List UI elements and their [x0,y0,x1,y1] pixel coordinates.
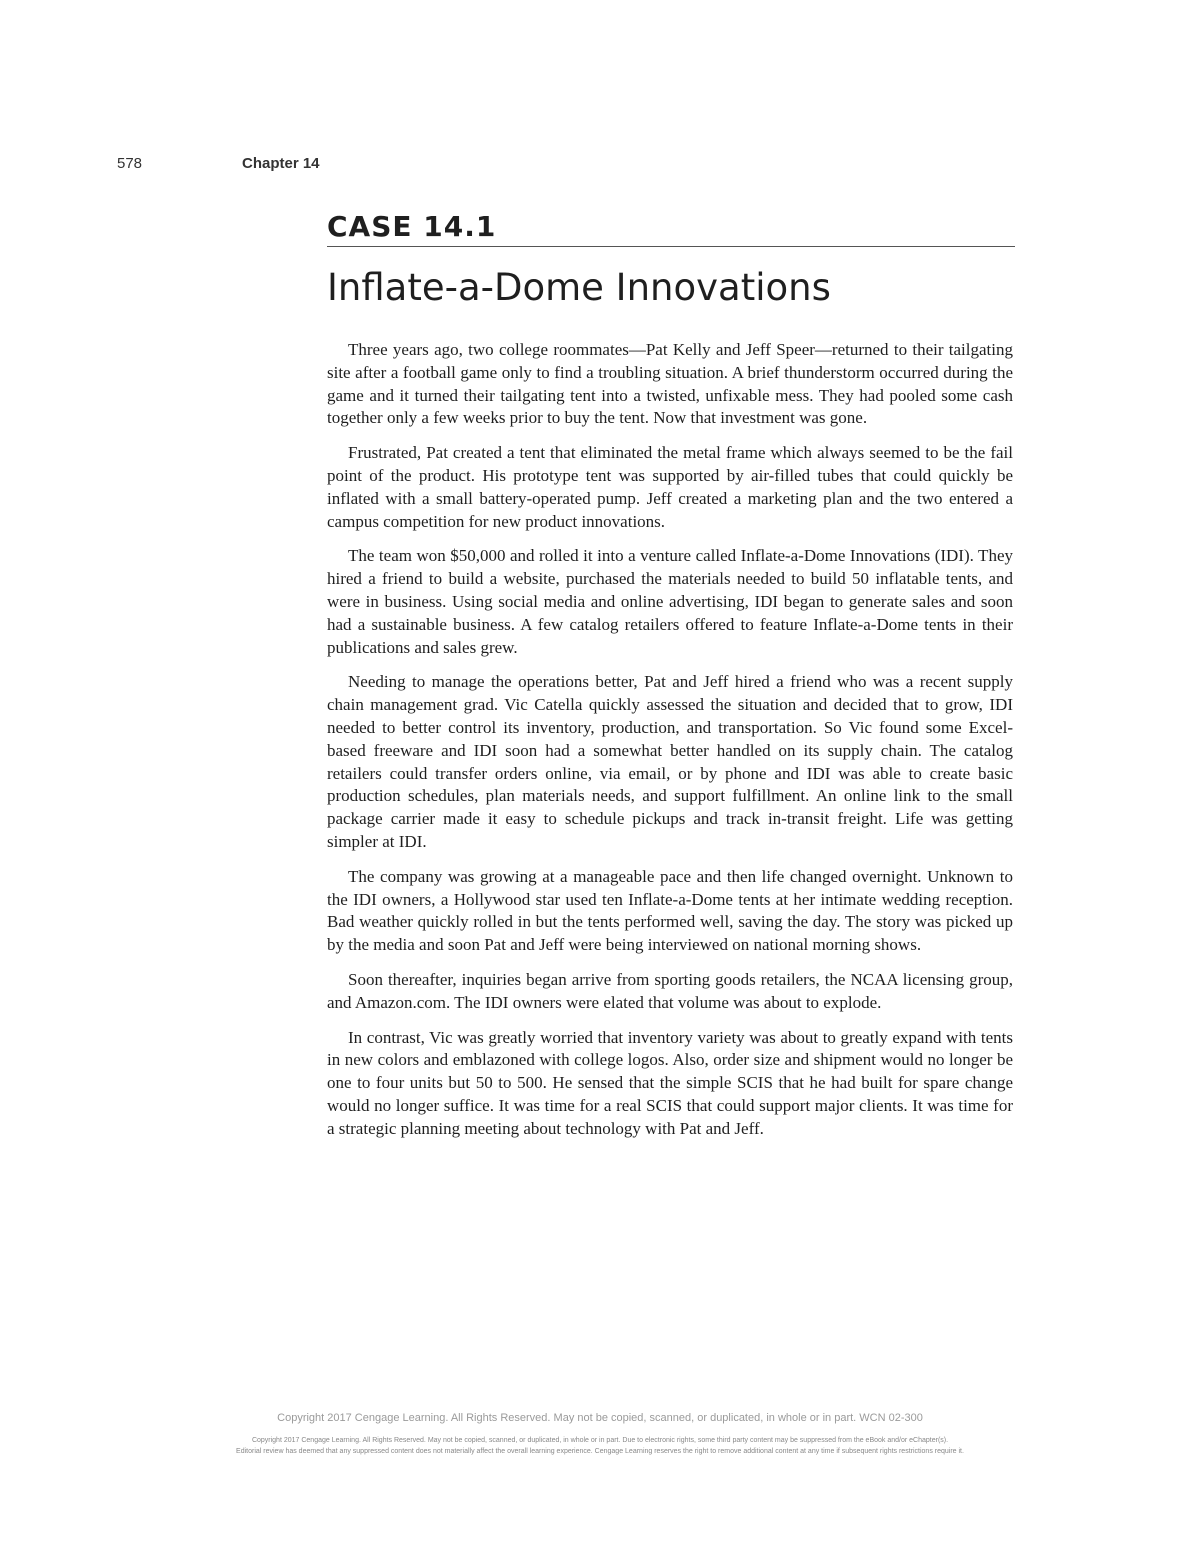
page-number: 578 [117,155,143,172]
case-number-heading: CASE 14.1 [327,210,497,243]
paragraph: Soon thereafter, inquiries began arrive from sporting goods retailers, the NCAA licensing group, and Amazon.com. The IDI owners were elated that volume was about to explode. [327,969,1013,1012]
fine-print-line: Copyright 2017 Cengage Learning. All Rights Reserved. May not be copied, scanned, or duplicated, in whole or in part. Due to electronic rights, some third party content may be suppressed from the eBook and/or eChapter(s). [251,1437,949,1444]
copyright-notice: Copyright 2017 Cengage Learning. All Rights Reserved. May not be copied, scanned, or duplicated, in whole or in part. WCN 02-300 [277,1412,923,1424]
paragraph: The company was growing at a manageable pace and then life changed overnight. Unknown to the IDI owners, a Hollywood star used ten Inflate-a-Dome tents at her intimate wedding reception. Bad weather quickly rolled in but the tents performed well, saving the day. The story was picked up by the media and soon Pat and Jeff were being interviewed on national morning shows. [327,866,1013,955]
fine-print-line: Editorial review has deemed that any suppressed content does not materially affect the overall learning experience. Cengage Learning reserves the right to remove additional content at any time if subsequent rights restrictions require it. [236,1448,964,1455]
paragraph: In contrast, Vic was greatly worried that inventory variety was about to greatly expand with tents in new colors and emblazoned with college logos. Also, order size and shipment would no longer be one to four units but 50 to 500. He sensed that the simple SCIS that he had built for spare change would no longer suffice. It was time for a real SCIS that could support major clients. It was time for a strategic planning meeting about technology with Pat and Jeff. [327,1027,1013,1138]
chapter-label: Chapter 14 [242,155,320,172]
paragraph: The team won $50,000 and rolled it into a venture called Inflate-a-Dome Innovations (IDI). They hired a friend to build a website, purchased the materials needed to build 50 inflatable tents, and were in business. Using social media and online advertising, IDI began to generate sales and soon had a sustainable business. A few catalog retailers offered to feature Inflate-a-Dome tents in their publications and sales grew. [327,546,1013,657]
case-body [327,339,1013,1153]
heading-divider [327,246,1015,247]
paragraph: Needing to manage the operations better, Pat and Jeff hired a friend who was a recent supply chain management grad. Vic Catella quickly assessed the situation and decided that to grow, IDI needed to better control its inventory, production, and transportation. So Vic found some Excel-based freeware and IDI soon had a somewhat better handled on its supply chain. The catalog retailers could transfer orders online, via email, or by phone and IDI was able to create basic production schedules, plan materials needs, and support fulfillment. An online link to the small package carrier made it easy to schedule pickups and track in-transit freight. Life was getting simpler at IDI. [327,672,1013,851]
copyright-fine-print [0,1435,1200,1457]
paragraph: Frustrated, Pat created a tent that eliminated the metal frame which always seemed to be the fail point of the product. His prototype tent was supported by air-filled tubes that could quickly be inflated with a small battery-operated pump. Jeff created a marketing plan and the two entered a campus competition for new product innovations. [327,443,1013,531]
paragraph: Three years ago, two college roommates—Pat Kelly and Jeff Speer—returned to their tailgating site after a football game only to find a troubling situation. A brief thunderstorm occurred during the game and it turned their tailgating tent into a twisted, unfixable mess. They had pooled some cash together only a few weeks prior to buy the tent. Now that investment was gone. [327,340,1013,428]
case-title: Inflate-a-Dome Innovations [327,266,831,309]
